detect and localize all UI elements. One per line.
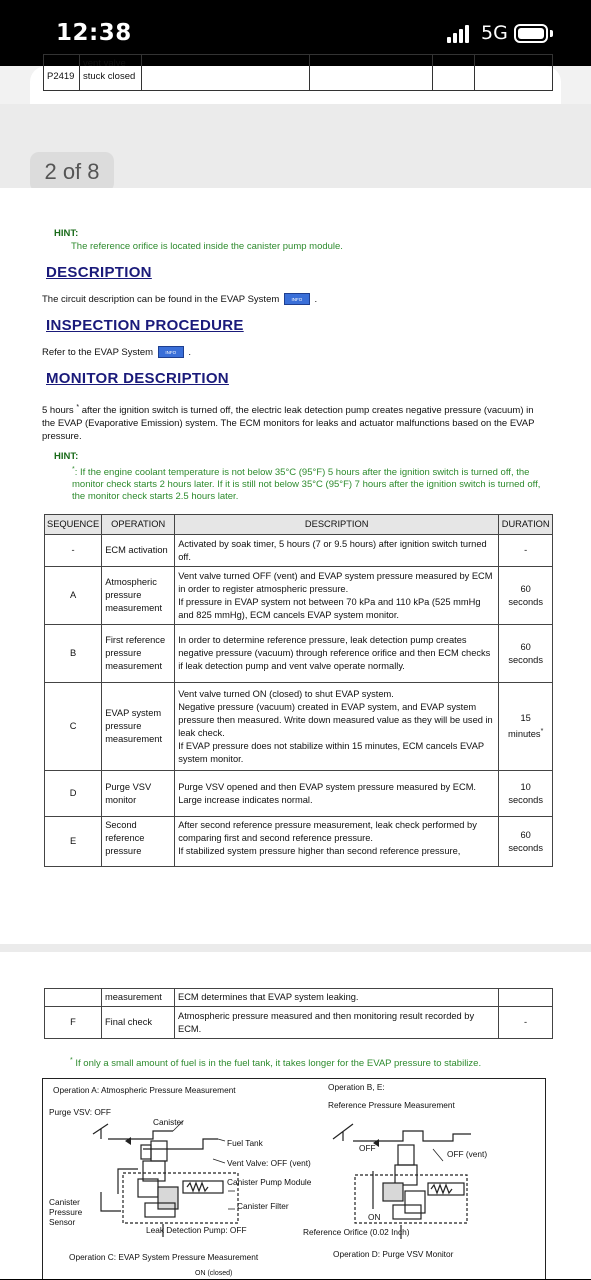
hint2-star: * (72, 466, 75, 473)
row-op: Purge VSV monitor (102, 771, 175, 817)
col-duration: DURATION (499, 515, 553, 535)
page-3 (0, 952, 591, 1279)
row-desc: Atmospheric pressure measured and then monitoring result recorded by ECM. (175, 1007, 499, 1039)
dtc-description-line1: vent valve (83, 58, 126, 69)
sequence-table-continued (44, 988, 553, 1039)
inspection-text-body: Refer to the EVAP System (42, 347, 154, 358)
page-indicator: 2 of 8 (30, 152, 114, 192)
monitor-text (42, 401, 542, 443)
pump-module-label: Canister Pump Module (227, 1177, 312, 1187)
col-sequence: SEQUENCE (45, 515, 102, 535)
on-label: ON (368, 1212, 381, 1222)
row-seq: E (45, 817, 102, 867)
pressure-sensor-line1: Canister (49, 1197, 80, 1207)
dtc-description (80, 55, 142, 91)
dtc-cell-6 (475, 55, 553, 91)
on-closed-label: ON (closed) (195, 1270, 233, 1277)
monitor-text-pre: 5 hours (42, 405, 74, 417)
op-a-title: Operation A: Atmospheric Pressure Measurement (53, 1085, 236, 1095)
row-desc-line: If pressure in EVAP system not between 70 kPa and 110 kPa (525 mmHg and 825 mmHg), ECM cancels EVAP system monitor. (178, 596, 481, 620)
row-seq: D (45, 771, 102, 817)
canister-label: Canister (153, 1117, 184, 1127)
hint2-text (72, 464, 547, 503)
row-desc-line: Negative pressure (vacuum) created in EVAP system, and EVAP system pressure then measured. Write down measured value as they will be used in leak check. (178, 701, 493, 738)
footnote (70, 1055, 481, 1070)
row-dur-star: * (540, 727, 544, 735)
dtc-cell-4 (310, 55, 433, 91)
off-vent-label: OFF (vent) (447, 1149, 488, 1159)
row-seq: B (45, 625, 102, 683)
purge-vsv-label: Purge VSV: OFF (49, 1107, 111, 1117)
description-text-body: The circuit description can be found in the EVAP System (42, 294, 280, 305)
footnote-text: If only a small amount of fuel is in the fuel tank, it takes longer for the EVAP pressure to stabilize. (72, 1058, 482, 1070)
row-desc-line: Vent valve turned OFF (vent) and EVAP system pressure measured by ECM in order to register atmospheric pressure. (178, 570, 493, 594)
row-desc: ECM determines that EVAP system leaking. (175, 989, 499, 1007)
battery-tip (550, 30, 553, 37)
network-type: 5G (481, 22, 508, 44)
ref-pressure-title: Reference Pressure Measurement (328, 1100, 455, 1110)
op-d-title: Operation D: Purge VSV Monitor (333, 1249, 454, 1259)
table-row (45, 817, 553, 867)
dtc-description-line2: stuck closed (83, 71, 136, 82)
row-op: First reference pressure measurement (102, 625, 175, 683)
row-seq (45, 989, 102, 1007)
row-op: Second reference pressure (102, 817, 175, 867)
inspection-heading: INSPECTION PROCEDURE (46, 317, 244, 334)
inspection-text: Refer to the EVAP System INFO . (42, 347, 191, 358)
table-row (45, 567, 553, 625)
off-label: OFF (359, 1143, 376, 1153)
info-link-description[interactable]: INFO (284, 293, 310, 305)
row-seq: A (45, 567, 102, 625)
table-row (45, 989, 553, 1007)
row-dur-value: 15 minutes (508, 712, 541, 740)
description-text: The circuit description can be found in the EVAP System INFO . (42, 294, 318, 305)
row-seq: - (45, 535, 102, 567)
row-desc-line: Vent valve turned ON (closed) to shut EVAP system. (178, 688, 394, 699)
row-op: measurement (102, 989, 175, 1007)
footnote-star: * (70, 1057, 73, 1064)
table-row (45, 771, 553, 817)
battery-icon (514, 24, 548, 43)
row-desc-line: After second reference pressure measurement, leak check performed by comparing first and second reference pressure. (178, 820, 477, 843)
table-row (45, 1007, 553, 1039)
col-description: DESCRIPTION (175, 515, 499, 535)
ref-orifice-label: Reference Orifice (0.02 Inch) (303, 1227, 410, 1237)
table-header (45, 515, 553, 535)
row-desc: In order to determine reference pressure, leak detection pump creates negative pressure (vacuum) through reference orifice and then ECM checks if leak detection pump and vent valve operate normally. (175, 625, 499, 683)
row-dur: 10 seconds (499, 771, 553, 817)
op-c-title: Operation C: EVAP System Pressure Measurement (69, 1252, 259, 1262)
fuel-tank-label: Fuel Tank (227, 1138, 263, 1148)
hint2-body: : If the engine coolant temperature is not below 35°C (95°F) 5 hours after the ignition switch is turned off, the monitor check starts 2 hours later. If it is still not below 35°C (95°F) 7 hours after the ignition switch is turned off, the monitor check starts 2.5 hours later. (72, 467, 541, 503)
description-heading: DESCRIPTION (46, 264, 152, 281)
vent-valve-label: Vent Valve: OFF (vent) (227, 1158, 311, 1168)
row-dur: 60 seconds (499, 625, 553, 683)
row-desc (175, 567, 499, 625)
evap-diagram (42, 1078, 546, 1279)
row-seq: F (45, 1007, 102, 1039)
row-desc-line: Large increase indicates normal. (178, 794, 313, 805)
dtc-table-fragment (43, 54, 553, 91)
col-operation: OPERATION (102, 515, 175, 535)
canister-filter-label: Canister Filter (237, 1201, 289, 1211)
previous-page-fragment (0, 58, 591, 104)
hint-label: HINT: (54, 228, 79, 239)
monitor-star: * (76, 404, 80, 411)
table-row (45, 535, 553, 567)
row-dur: - (499, 1007, 553, 1039)
row-desc (175, 771, 499, 817)
page-2 (0, 188, 591, 944)
dtc-code: P2419 (44, 55, 80, 91)
row-op: EVAP system pressure measurement (102, 683, 175, 771)
status-time: 12:38 (56, 20, 132, 46)
row-desc (175, 817, 499, 867)
monitor-heading: MONITOR DESCRIPTION (46, 370, 229, 387)
row-desc-line: If stabilized system pressure higher than second reference pressure, (178, 846, 461, 856)
row-dur: 60 seconds (499, 567, 553, 625)
leak-pump-label: Leak Detection Pump: OFF (146, 1225, 247, 1235)
row-op: ECM activation (102, 535, 175, 567)
row-op: Atmospheric pressure measurement (102, 567, 175, 625)
info-link-inspection[interactable]: INFO (158, 346, 184, 358)
row-dur (499, 989, 553, 1007)
row-desc (175, 683, 499, 771)
row-desc-line: If EVAP pressure does not stabilize within 15 minutes, ECM cancels EVAP system monitor. (178, 740, 484, 764)
row-desc: Activated by soak timer, 5 hours (7 or 9.5 hours) after ignition switch turned off. (175, 535, 499, 567)
row-desc-line: Purge VSV opened and then EVAP system pressure measured by ECM. (178, 781, 477, 792)
row-dur: 60 seconds (499, 817, 553, 867)
signal-icon (447, 25, 473, 43)
row-dur (499, 683, 553, 771)
row-op: Final check (102, 1007, 175, 1039)
pressure-sensor-line3: Sensor (49, 1217, 76, 1227)
dtc-cell-3 (142, 55, 310, 91)
sequence-table (44, 514, 553, 867)
table-row (45, 683, 553, 771)
row-seq: C (45, 683, 102, 771)
monitor-text-post: after the ignition switch is turned off, the electric leak detection pump creates negative pressure (vacuum) in the EVAP (Evaporative Emission) system. The ECM monitors for leaks and actuator malfunctions based on the EVAP pressure. (42, 405, 535, 443)
dtc-cell-5 (433, 55, 475, 91)
op-be-title: Operation B, E: (328, 1082, 385, 1092)
row-dur: - (499, 535, 553, 567)
hint-text: The reference orifice is located inside the canister pump module. (71, 241, 343, 252)
page-gap (0, 944, 591, 952)
hint2-label: HINT: (54, 451, 79, 462)
table-row (45, 625, 553, 683)
pressure-sensor-line2: Pressure (49, 1207, 83, 1217)
